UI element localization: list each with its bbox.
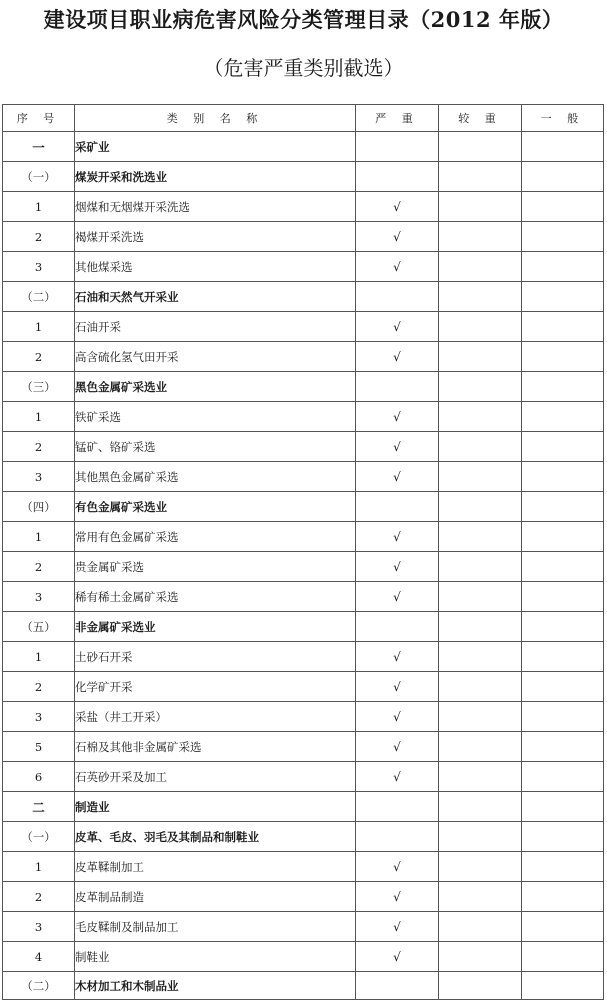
moderate-mark [439, 912, 522, 942]
moderate-mark [439, 312, 522, 342]
row-number: 2 [3, 882, 75, 912]
severe-mark: √ [356, 402, 439, 432]
severe-mark [356, 282, 439, 312]
category-name: 石棉及其他非金属矿采选 [75, 732, 356, 762]
subcategory-row [3, 492, 604, 522]
moderate-mark [439, 552, 522, 582]
table-body [3, 132, 604, 1000]
table-row [3, 732, 604, 762]
general-mark [522, 432, 604, 462]
category-name: 土砂石开采 [75, 642, 356, 672]
severe-mark [356, 792, 439, 822]
category-name: 采盐（井工开采） [75, 702, 356, 732]
severe-mark: √ [356, 192, 439, 222]
row-number: 5 [3, 732, 75, 762]
category-name: 木材加工和木制品业 [75, 972, 356, 1000]
moderate-mark [439, 192, 522, 222]
header-severe: 严 重 [356, 105, 439, 132]
severe-mark: √ [356, 522, 439, 552]
subcategory-row [3, 822, 604, 852]
moderate-mark [439, 972, 522, 1000]
general-mark [522, 762, 604, 792]
severe-mark: √ [356, 312, 439, 342]
row-number: 3 [3, 462, 75, 492]
severe-mark: √ [356, 732, 439, 762]
severe-mark [356, 372, 439, 402]
general-mark [522, 162, 604, 192]
row-number: 3 [3, 582, 75, 612]
category-name: 石英砂开采及加工 [75, 762, 356, 792]
category-name: 采矿业 [75, 132, 356, 162]
table-row [3, 222, 604, 252]
category-name: 常用有色金属矿采选 [75, 522, 356, 552]
subcategory-row [3, 972, 604, 1000]
category-row [3, 132, 604, 162]
row-number: 1 [3, 522, 75, 552]
document-subtitle: （危害严重类别截选） [203, 56, 404, 80]
moderate-mark [439, 642, 522, 672]
general-mark [522, 912, 604, 942]
moderate-mark [439, 792, 522, 822]
table-row [3, 462, 604, 492]
row-number: （四） [3, 492, 75, 522]
moderate-mark [439, 522, 522, 552]
row-number: 3 [3, 702, 75, 732]
general-mark [522, 402, 604, 432]
risk-catalog-table [2, 104, 604, 1000]
row-number: 2 [3, 342, 75, 372]
severe-mark: √ [356, 702, 439, 732]
row-number: （五） [3, 612, 75, 642]
row-number: 1 [3, 192, 75, 222]
severe-mark: √ [356, 222, 439, 252]
category-name: 贵金属矿采选 [75, 552, 356, 582]
category-name: 皮革、毛皮、羽毛及其制品和制鞋业 [75, 822, 356, 852]
row-number: 二 [3, 792, 75, 822]
severe-mark: √ [356, 762, 439, 792]
table-row [3, 582, 604, 612]
table-row [3, 192, 604, 222]
severe-mark: √ [356, 432, 439, 462]
category-name: 石油和天然气开采业 [75, 282, 356, 312]
general-mark [522, 792, 604, 822]
severe-mark: √ [356, 882, 439, 912]
row-number: 4 [3, 942, 75, 972]
general-mark [522, 222, 604, 252]
table-row [3, 522, 604, 552]
general-mark [522, 522, 604, 552]
severe-mark [356, 822, 439, 852]
category-name: 黑色金属矿采选业 [75, 372, 356, 402]
table-header-row [3, 105, 604, 132]
table-row [3, 702, 604, 732]
moderate-mark [439, 672, 522, 702]
moderate-mark [439, 432, 522, 462]
severe-mark: √ [356, 852, 439, 882]
moderate-mark [439, 222, 522, 252]
header-no: 序 号 [3, 105, 75, 132]
category-name: 制鞋业 [75, 942, 356, 972]
table-row [3, 912, 604, 942]
category-name: 皮革鞣制加工 [75, 852, 356, 882]
severe-mark [356, 972, 439, 1000]
table-row [3, 942, 604, 972]
general-mark [522, 882, 604, 912]
severe-mark [356, 492, 439, 522]
category-name: 褐煤开采洗选 [75, 222, 356, 252]
severe-mark: √ [356, 252, 439, 282]
row-number: 1 [3, 312, 75, 342]
row-number: 2 [3, 552, 75, 582]
row-number: 3 [3, 912, 75, 942]
moderate-mark [439, 462, 522, 492]
table-row [3, 402, 604, 432]
category-name: 其他煤采选 [75, 252, 356, 282]
general-mark [522, 252, 604, 282]
row-number: 1 [3, 402, 75, 432]
general-mark [522, 492, 604, 522]
row-number: 6 [3, 762, 75, 792]
table-row [3, 552, 604, 582]
general-mark [522, 582, 604, 612]
severe-mark [356, 162, 439, 192]
general-mark [522, 672, 604, 702]
general-mark [522, 312, 604, 342]
subcategory-row [3, 282, 604, 312]
general-mark [522, 342, 604, 372]
row-number: （一） [3, 162, 75, 192]
severe-mark: √ [356, 912, 439, 942]
general-mark [522, 942, 604, 972]
category-name: 其他黑色金属矿采选 [75, 462, 356, 492]
general-mark [522, 612, 604, 642]
category-name: 烟煤和无烟煤开采洗选 [75, 192, 356, 222]
general-mark [522, 822, 604, 852]
category-name: 有色金属矿采选业 [75, 492, 356, 522]
general-mark [522, 732, 604, 762]
general-mark [522, 462, 604, 492]
moderate-mark [439, 132, 522, 162]
severe-mark: √ [356, 462, 439, 492]
table-row [3, 762, 604, 792]
table-row [3, 852, 604, 882]
general-mark [522, 852, 604, 882]
moderate-mark [439, 882, 522, 912]
moderate-mark [439, 342, 522, 372]
category-name: 皮革制品制造 [75, 882, 356, 912]
severe-mark [356, 612, 439, 642]
row-number: 1 [3, 642, 75, 672]
table-row [3, 342, 604, 372]
subcategory-row [3, 162, 604, 192]
header-general: 一 般 [522, 105, 604, 132]
category-row [3, 792, 604, 822]
table-row [3, 312, 604, 342]
category-name: 高含硫化氢气田开采 [75, 342, 356, 372]
row-number: （二） [3, 282, 75, 312]
severe-mark: √ [356, 582, 439, 612]
category-name: 化学矿开采 [75, 672, 356, 702]
general-mark [522, 972, 604, 1000]
moderate-mark [439, 282, 522, 312]
row-number: （一） [3, 822, 75, 852]
category-name: 石油开采 [75, 312, 356, 342]
general-mark [522, 702, 604, 732]
category-name: 煤炭开采和洗选业 [75, 162, 356, 192]
category-name: 锰矿、铬矿采选 [75, 432, 356, 462]
severe-mark: √ [356, 642, 439, 672]
severe-mark [356, 132, 439, 162]
moderate-mark [439, 702, 522, 732]
category-name: 制造业 [75, 792, 356, 822]
severe-mark: √ [356, 552, 439, 582]
table-row [3, 882, 604, 912]
moderate-mark [439, 252, 522, 282]
row-number: 2 [3, 432, 75, 462]
category-name: 铁矿采选 [75, 402, 356, 432]
row-number: 2 [3, 672, 75, 702]
table-row [3, 252, 604, 282]
header-moderate: 较 重 [439, 105, 522, 132]
moderate-mark [439, 582, 522, 612]
moderate-mark [439, 822, 522, 852]
category-name: 毛皮鞣制及制品加工 [75, 912, 356, 942]
table-row [3, 672, 604, 702]
row-number: 3 [3, 252, 75, 282]
severe-mark: √ [356, 342, 439, 372]
row-number: 一 [3, 132, 75, 162]
table-row [3, 432, 604, 462]
general-mark [522, 642, 604, 672]
severe-mark: √ [356, 672, 439, 702]
category-name: 非金属矿采选业 [75, 612, 356, 642]
table-row [3, 642, 604, 672]
subcategory-row [3, 372, 604, 402]
moderate-mark [439, 612, 522, 642]
moderate-mark [439, 492, 522, 522]
general-mark [522, 372, 604, 402]
moderate-mark [439, 942, 522, 972]
category-name: 稀有稀土金属矿采选 [75, 582, 356, 612]
moderate-mark [439, 402, 522, 432]
subcategory-row [3, 612, 604, 642]
moderate-mark [439, 762, 522, 792]
row-number: （二） [3, 972, 75, 1000]
document-title: 建设项目职业病危害风险分类管理目录（2012 年版） [43, 7, 564, 32]
header-name: 类 别 名 称 [75, 105, 356, 132]
general-mark [522, 282, 604, 312]
moderate-mark [439, 852, 522, 882]
moderate-mark [439, 162, 522, 192]
moderate-mark [439, 732, 522, 762]
row-number: 1 [3, 852, 75, 882]
general-mark [522, 192, 604, 222]
row-number: （三） [3, 372, 75, 402]
severe-mark: √ [356, 942, 439, 972]
general-mark [522, 552, 604, 582]
general-mark [522, 132, 604, 162]
row-number: 2 [3, 222, 75, 252]
moderate-mark [439, 372, 522, 402]
